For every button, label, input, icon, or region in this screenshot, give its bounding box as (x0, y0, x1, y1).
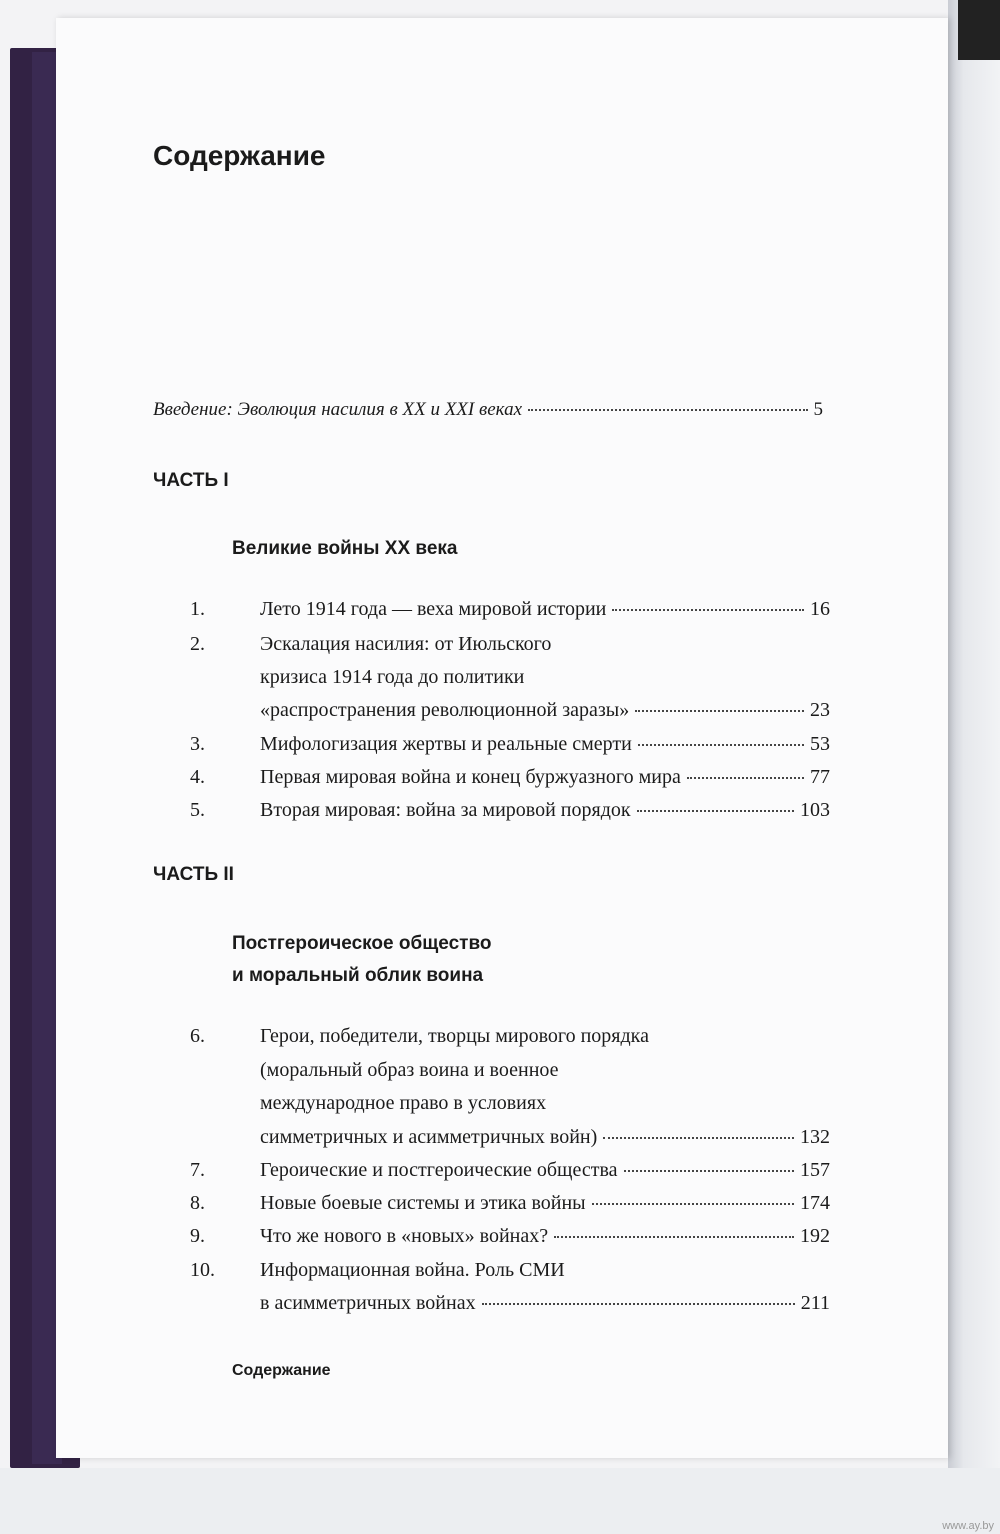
dot-leader (637, 810, 794, 812)
entry-number: 7. (190, 1159, 205, 1181)
toc-entry-4[interactable] (190, 766, 830, 789)
part-2-section-title-line-2: и моральный облик воина (232, 965, 484, 986)
part-1-heading: ЧАСТЬ I (153, 470, 229, 491)
entry-title: Вторая мировая: война за мировой порядок (260, 799, 631, 821)
entry-title: Новые боевые системы и этика войны (260, 1192, 586, 1214)
adjacent-page-edge (948, 0, 1000, 1534)
toc-entry-2[interactable] (190, 633, 830, 656)
entry-number: 9. (190, 1225, 205, 1247)
toc-entry-10-last-line (260, 1292, 830, 1315)
toc-intro-entry[interactable] (153, 399, 823, 421)
entry-number: 5. (190, 799, 205, 821)
entry-number: 8. (190, 1192, 205, 1214)
entry-number: 1. (190, 598, 205, 620)
toc-entry-10[interactable] (190, 1259, 830, 1282)
entry-title-line: Эскалация насилия: от Июльского (260, 633, 552, 655)
entry-title: Лето 1914 года — веха мировой истории (260, 598, 607, 620)
toc-intro-text: Введение: Эволюция насилия в XX и XXI веках (153, 399, 523, 420)
dot-leader (624, 1170, 795, 1172)
entry-number: 6. (190, 1025, 205, 1047)
entry-title-line: в асимметричных войнах (260, 1292, 476, 1314)
toc-entry-5[interactable] (190, 799, 830, 822)
dot-leader (603, 1137, 794, 1139)
entry-page: 174 (800, 1192, 830, 1214)
entry-page: 192 (800, 1225, 830, 1247)
toc-entry-1[interactable] (190, 598, 830, 621)
toc-entry-2-last-line (260, 699, 830, 722)
page-title: Содержание (153, 140, 326, 171)
entry-number: 2. (190, 633, 205, 655)
entry-title: Героические и постгероические общества (260, 1159, 618, 1181)
table-surface (0, 1468, 1000, 1534)
running-footer: Содержание (232, 1362, 331, 1379)
entry-title-line: Информационная война. Роль СМИ (260, 1259, 565, 1281)
entry-number: 3. (190, 733, 205, 755)
dot-leader (554, 1236, 794, 1238)
dot-leader (612, 609, 804, 611)
entry-title-line: кризиса 1914 года до политики (260, 666, 525, 688)
entry-page: 132 (800, 1126, 830, 1148)
part-2-section-title-line-1: Постгероическое общество (232, 933, 492, 954)
entry-page: 103 (800, 799, 830, 821)
entry-page: 23 (810, 699, 830, 721)
entry-title-line: (моральный образ воина и военное (260, 1059, 559, 1081)
watermark: www.ay.by (942, 1520, 994, 1532)
entry-number: 10. (190, 1259, 215, 1281)
entry-title-line: международное право в условиях (260, 1092, 547, 1114)
toc-entry-6[interactable] (190, 1025, 830, 1048)
dot-leader (528, 409, 807, 411)
toc-intro-page: 5 (813, 399, 823, 420)
toc-entry-7[interactable] (190, 1159, 830, 1182)
entry-title: Мифологизация жертвы и реальные смерти (260, 733, 632, 755)
entry-page: 16 (810, 598, 830, 620)
entry-page: 157 (800, 1159, 830, 1181)
dot-leader (635, 710, 804, 712)
dot-leader (687, 777, 804, 779)
toc-entry-3[interactable] (190, 733, 830, 756)
entry-title-line: Герои, победители, творцы мирового порядка (260, 1025, 649, 1047)
entry-title: Первая мировая война и конец буржуазного мира (260, 766, 681, 788)
entry-title-line: симметричных и асимметричных войн) (260, 1126, 598, 1148)
dot-leader (638, 744, 804, 746)
entry-number: 4. (190, 766, 205, 788)
entry-page: 211 (800, 1292, 830, 1314)
dot-leader (482, 1303, 795, 1305)
entry-title: Что же нового в «новых» войнах? (260, 1225, 549, 1247)
dark-background-corner (958, 0, 1000, 60)
toc-entry-8[interactable] (190, 1192, 830, 1215)
toc-entry-6-last-line (260, 1126, 830, 1149)
toc-entry-9[interactable] (190, 1225, 830, 1248)
part-1-section-title: Великие войны XX века (232, 538, 458, 559)
entry-title-line: «распространения революционной заразы» (260, 699, 630, 721)
dot-leader (592, 1203, 794, 1205)
entry-page: 77 (810, 766, 830, 788)
entry-page: 53 (810, 733, 830, 755)
part-2-heading: ЧАСТЬ II (153, 864, 234, 885)
